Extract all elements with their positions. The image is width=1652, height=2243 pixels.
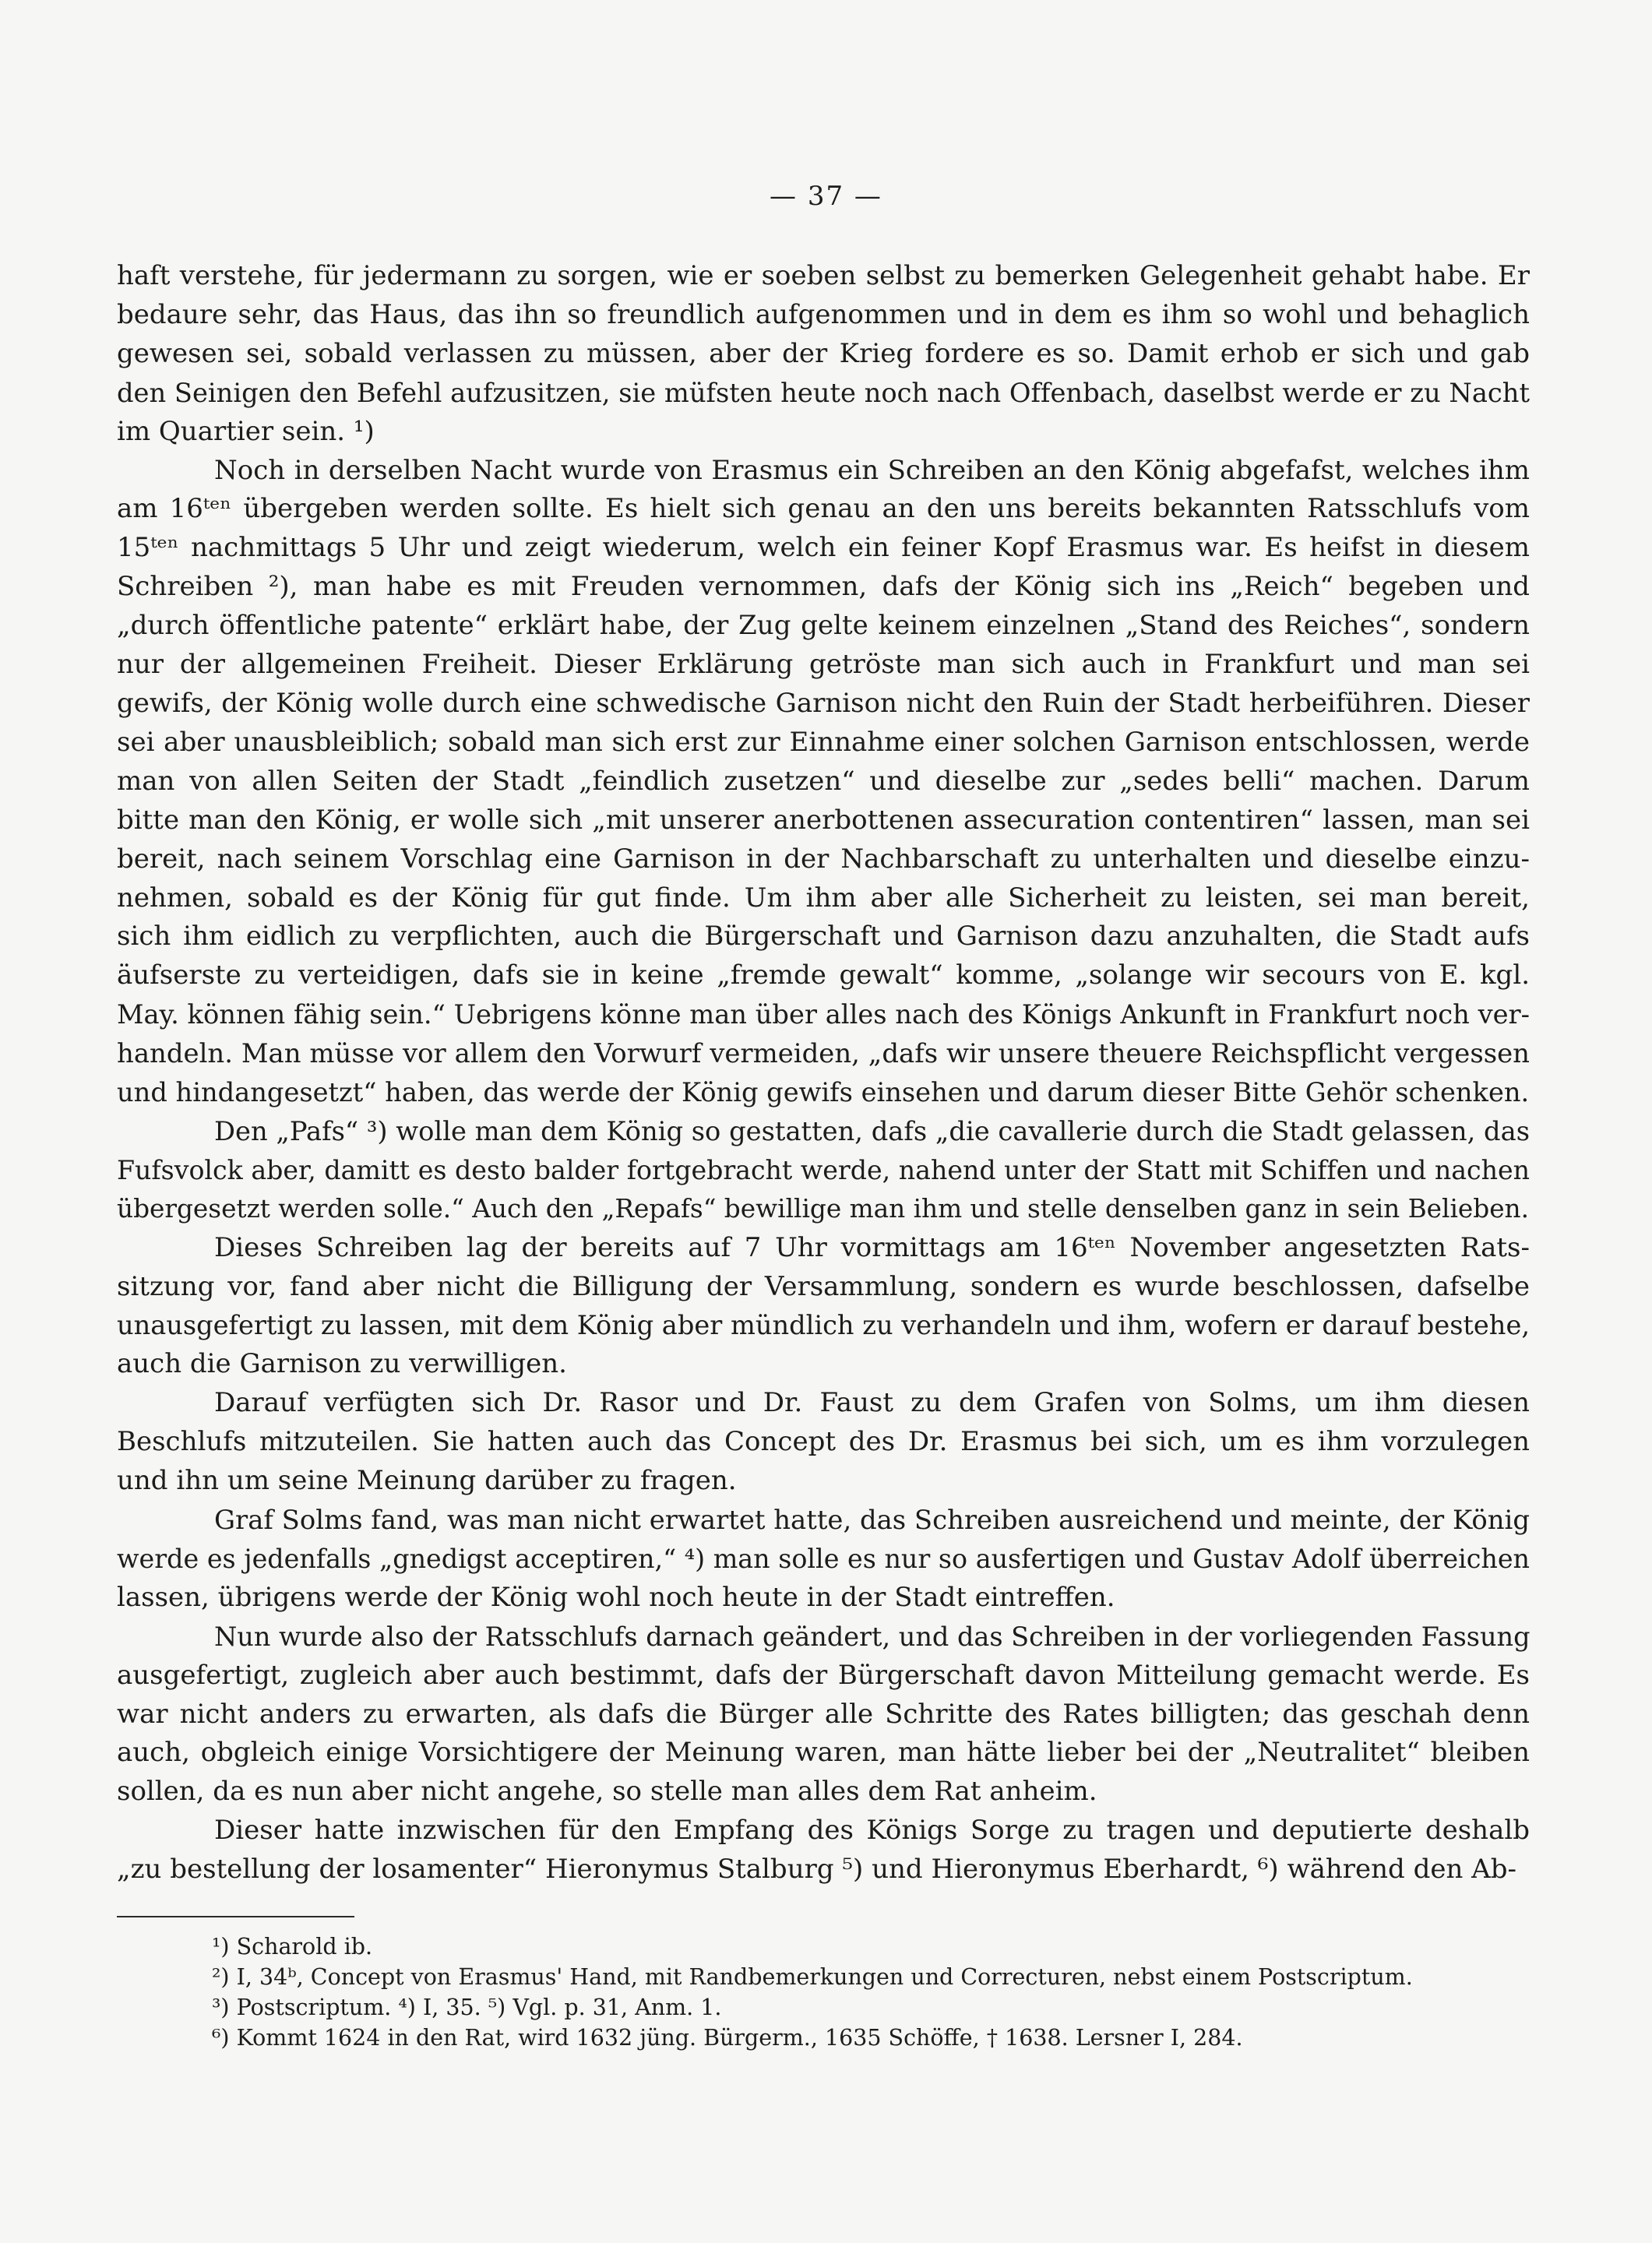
text-line: Beschlufs mitzuteilen. Sie hatten auch das Concept des Dr. Erasmus bei sich, um es ihm vorzulegen [117,1426,1530,1458]
text-line: unausgefertigt zu lassen, mit dem König aber mündlich zu verhandeln und ihm, wofern er darauf bestehe, [117,1310,1530,1341]
text-line: man von allen Seiten der Stadt „feindlich zusetzen“ und dieselbe zur „sedes belli“ machen. Darum [117,765,1530,797]
text-line: May. können fähig sein.“ Uebrigens könne man über alles nach des Königs Ankunft in Frankfurt noch ver- [117,999,1530,1030]
text-line: 15ᵗᵉⁿ nachmittags 5 Uhr und zeigt wiederum, welch ein feiner Kopf Erasmus war. Es heifst in diesem [117,532,1530,564]
text-line: werde es jedenfalls „gnedigst acceptiren,“ ⁴) man solle es nur so ausfertigen und Gustav Adolf überreichen [117,1543,1530,1574]
body-text [117,257,1530,1889]
paragraph [117,1618,1530,1812]
paragraph [117,1384,1530,1501]
text-line: gewifs, der König wolle durch eine schwedische Garnison nicht den Ruin der Stadt herbeiführen. Dieser [117,687,1530,719]
text-line: gewesen sei, sobald verlassen zu müssen, aber der Krieg fordere es so. Damit erhob er sich und gab [117,337,1530,369]
text-line: bereit, nach seinem Vorschlag eine Garnison in der Nachbarschaft zu unterhalten und dieselbe einzu- [117,843,1530,875]
text-line: „durch öffentliche patente“ erklärt habe, der Zug gelte keinem einzelnen „Stand des Reiches“, sondern [117,610,1530,642]
text-line: nur der allgemeinen Freiheit. Dieser Erklärung getröste man sich auch in Frankfurt und man sei [117,649,1530,681]
text-line: Dieses Schreiben lag der bereits auf 7 Uhr vormittags am 16ᵗᵉⁿ November angesetzten Rats- [214,1231,1530,1263]
text-line: Darauf verfügten sich Dr. Rasor und Dr. Faust zu dem Grafen von Solms, um ihm diesen [214,1387,1530,1419]
paragraph [117,257,1530,452]
footnote: ²) I, 34ᵇ, Concept von Erasmus' Hand, mit Randbemerkungen und Correcturen, nebst einem Postscriptum. [212,1964,1413,1990]
text-line: Graf Solms fand, was man nicht erwartet hatte, das Schreiben ausreichend und meinte, der König [214,1505,1530,1535]
text-line: bedaure sehr, das Haus, das ihn so freundlich aufgenommen und in dem es ihm so wohl und behaglich [117,298,1530,330]
text-line: und ihn um seine Meinung darüber zu fragen. [117,1465,737,1497]
text-line: handeln. Man müsse vor allem den Vorwurf vermeiden, „dafs wir unsere theuere Reichspflicht vergessen [117,1038,1530,1069]
text-line: sitzung vor, fand aber nicht die Billigung der Versammlung, sondern es wurde beschlossen, dafselbe [117,1270,1530,1302]
text-line: übergesetzt werden solle.“ Auch den „Repafs“ bewillige man ihm und stelle denselben ganz in sein Belieben. [117,1193,1529,1224]
page-number: — 37 — [770,181,882,212]
text-line: Schreiben ²), man habe es mit Freuden vernommen, dafs der König sich ins „Reich“ begeben und [117,571,1530,603]
text-line: Nun wurde also der Ratsschlufs darnach geändert, und das Schreiben in der vorliegenden Fassung [214,1621,1530,1652]
text-line: äufserste zu verteidigen, dafs sie in keine „fremde gewalt“ komme, „solange wir secours von E. kgl. [117,960,1530,991]
text-line: Fufsvolck aber, damitt es desto balder fortgebracht werde, nahend unter der Statt mit Schiffen und nachen [117,1154,1530,1185]
text-line: auch, obgleich einige Vorsichtigere der Meinung waren, man hätte lieber bei der „Neutralitet“ bleiben [117,1737,1530,1769]
paragraph [117,1501,1530,1618]
text-line: auch die Garnison zu verwilligen. [117,1348,567,1380]
text-line: und hindangesetzt“ haben, das werde der König gewifs einsehen und darum dieser Bitte Gehör schenken. [117,1077,1530,1108]
footnote-divider [117,1916,354,1917]
text-line: bitte man den König, er wolle sich „mit unserer anerbottenen assecuration contentiren“ lassen, man sei [117,804,1530,836]
text-line: sei aber unausbleiblich; sobald man sich erst zur Einnahme einer solchen Garnison entschlossen, werde [117,726,1530,758]
paragraph [117,1112,1530,1229]
text-line: sich ihm eidlich zu verpflichten, auch die Bürgerschaft und Garnison dazu anzuhalten, die Stadt aufs [117,921,1530,952]
text-line: ausgefertigt, zugleich aber auch bestimmt, dafs der Bürgerschaft davon Mitteilung gemacht werde. Es [117,1659,1530,1691]
text-line: „zu bestellung der losamenter“ Hieronymus Stalburg ⁵) und Hieronymus Eberhardt, ⁶) während den Ab- [117,1854,1516,1886]
text-line: war nicht anders zu erwarten, als dafs die Bürger alle Schritte des Rates billigten; das geschah denn [117,1698,1530,1730]
text-line: im Quartier sein. ¹) [117,415,375,447]
text-line: lassen, übrigens werde der König wohl noch heute in der Stadt eintreffen. [117,1581,1115,1613]
text-line: Den „Pafs“ ³) wolle man dem König so gestatten, dafs „die cavallerie durch die Stadt gelassen, das [214,1115,1530,1146]
text-line: haft verstehe, für jedermann zu sorgen, wie er soeben selbst zu bemerken Gelegenheit gehabt habe. Er [117,260,1530,291]
text-line: den Seinigen den Befehl aufzusitzen, sie müfsten heute noch nach Offenbach, daselbst werde er zu Nacht [117,377,1530,408]
footnotes [212,1931,1536,2053]
footnote: ¹) Scharold ib. [212,1934,373,1960]
paragraph [117,452,1530,1112]
text-line: Dieser hatte inzwischen für den Empfang des Königs Sorge zu tragen und deputierte deshalb [214,1815,1530,1847]
paragraph [117,1229,1530,1385]
paragraph [117,1812,1530,1889]
text-line: Noch in derselben Nacht wurde von Erasmus ein Schreiben an den König abgefafst, welches ihm [214,454,1530,486]
text-line: am 16ᵗᵉⁿ übergeben werden sollte. Es hielt sich genau an den uns bereits bekannten Ratsschlufs vom [117,493,1530,525]
footnote: ³) Postscriptum. ⁴) I, 35. ⁵) Vgl. p. 31, Anm. 1. [212,1995,722,2020]
text-line: sollen, da es nun aber nicht angehe, so stelle man alles dem Rat anheim. [117,1776,1097,1808]
text-line: nehmen, sobald es der König für gut finde. Um ihm aber alle Sicherheit zu leisten, sei man bereit, [117,882,1530,914]
footnote: ⁶) Kommt 1624 in den Rat, wird 1632 jüng. Bürgerm., 1635 Schöffe, † 1638. Lersner I, 284. [212,2025,1243,2051]
